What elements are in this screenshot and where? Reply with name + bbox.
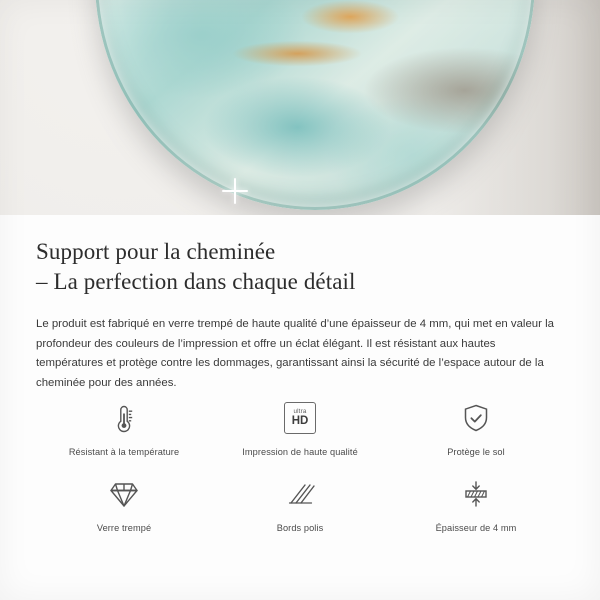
polished-edges-icon bbox=[277, 471, 323, 517]
feature-label: Bords polis bbox=[276, 523, 324, 533]
feature-list bbox=[36, 395, 564, 533]
shield-check-icon bbox=[453, 395, 499, 441]
thickness-arrows-icon bbox=[453, 471, 499, 517]
feature-label: Épaisseur de 4 mm bbox=[435, 523, 517, 533]
feature-label: Résistant à la température bbox=[68, 447, 180, 457]
feature-item-print-quality bbox=[212, 395, 388, 457]
feature-label: Protège le sol bbox=[447, 447, 505, 457]
badge-top-text: ultra bbox=[293, 407, 307, 415]
diamond-icon bbox=[101, 471, 147, 517]
description-paragraph: Le produit est fabriqué en verre trempé de haute qualité d’une épaisseur de 4 mm, qui met en valeur la profondeur des couleurs de l’impression et offre un éclat élégant. Il est résistant aux hautes températures et protège contre les dommages, garantissant ainsi la sécurité de l’espace autour de la cheminée pour des années. bbox=[36, 318, 554, 389]
hero-image bbox=[0, 0, 600, 215]
feature-label: Impression de haute qualité bbox=[242, 447, 358, 457]
feature-item-tempered-glass bbox=[36, 471, 212, 533]
text-content bbox=[0, 215, 600, 393]
feature-label: Verre trempé bbox=[96, 523, 152, 533]
page-title bbox=[36, 237, 564, 297]
feature-item-floor-protection bbox=[388, 395, 564, 457]
ultra-hd-badge-icon bbox=[277, 395, 323, 441]
thermometer-icon bbox=[101, 395, 147, 441]
feature-item-temperature bbox=[36, 395, 212, 457]
feature-item-thickness bbox=[388, 471, 564, 533]
headline-line-1: Support pour la cheminée bbox=[36, 239, 276, 264]
headline-line-2: – La perfection dans chaque détail bbox=[36, 269, 356, 294]
round-glass-plate bbox=[95, 0, 535, 210]
badge-bottom-text: HD bbox=[291, 414, 309, 427]
feature-item-polished-edges bbox=[212, 471, 388, 533]
